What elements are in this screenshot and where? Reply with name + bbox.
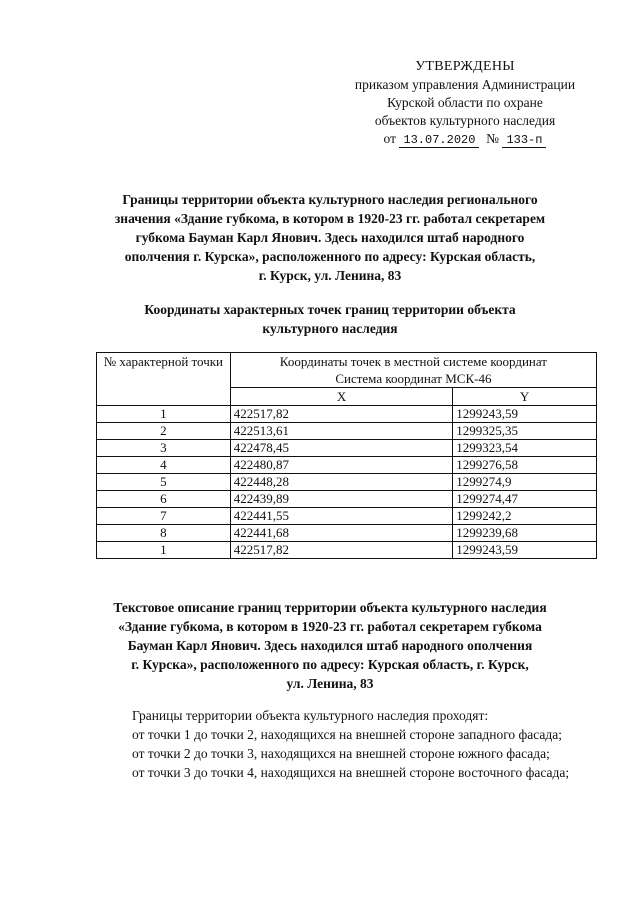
coord-x: 422441,55 xyxy=(230,508,452,525)
point-number: 3 xyxy=(97,440,231,457)
coord-x: 422439,89 xyxy=(230,491,452,508)
coord-x: 422517,82 xyxy=(230,542,452,559)
title-line: культурного наследия xyxy=(262,321,398,336)
table-row xyxy=(97,525,597,542)
title-line: Границы территории объекта культурного наследия регионального xyxy=(122,192,538,207)
number-prefix: № xyxy=(486,131,500,146)
description-body xyxy=(96,706,590,782)
approval-signature-line xyxy=(340,130,590,149)
coord-y: 1299239,68 xyxy=(453,525,597,542)
approval-line: приказом управления Администрации xyxy=(354,77,576,92)
coord-x: 422441,68 xyxy=(230,525,452,542)
point-number: 8 xyxy=(97,525,231,542)
title-line: значения «Здание губкома, в котором в 1920-23 гг. работал секретарем xyxy=(114,211,546,226)
table-row xyxy=(97,457,597,474)
point-number: 2 xyxy=(97,423,231,440)
table-row xyxy=(97,406,597,423)
point-number: 5 xyxy=(97,474,231,491)
table-row xyxy=(97,542,597,559)
point-number: 7 xyxy=(97,508,231,525)
title-line: «Здание губкома, в котором в 1920-23 гг. работал секретарем губкома xyxy=(118,619,542,634)
header-coords-line: Координаты точек в местной системе координат xyxy=(279,354,547,369)
coord-y: 1299274,9 xyxy=(453,474,597,491)
coord-y: 1299243,59 xyxy=(453,542,597,559)
boundary-segment: от точки 2 до точки 3, находящихся на внешней стороне южного фасада; xyxy=(132,746,550,761)
boundary-segment: от точки 1 до точки 2, находящихся на внешней стороне западного фасада; xyxy=(132,727,563,742)
table-row xyxy=(97,491,597,508)
title-line: ополчения г. Курска», расположенного по адресу: Курская область, xyxy=(124,249,536,264)
coord-x: 422448,28 xyxy=(230,474,452,491)
title-line: Бауман Карл Янович. Здесь находился штаб народного ополчения xyxy=(127,638,533,653)
point-number: 4 xyxy=(97,457,231,474)
approval-block xyxy=(340,58,590,149)
approval-line: Курской области по охране xyxy=(387,95,543,110)
table-row xyxy=(97,423,597,440)
text-description-title xyxy=(70,598,590,693)
table-row xyxy=(97,508,597,525)
coord-y: 1299274,47 xyxy=(453,491,597,508)
header-coords-line: Система координат МСК-46 xyxy=(335,371,492,386)
header-y: Y xyxy=(453,388,597,406)
approval-heading: УТВЕРЖДЕНЫ xyxy=(415,59,515,74)
point-number: 6 xyxy=(97,491,231,508)
order-number: 133-п xyxy=(502,133,546,148)
coord-x: 422517,82 xyxy=(230,406,452,423)
coord-x: 422480,87 xyxy=(230,457,452,474)
title-line: губкома Бауман Карл Янович. Здесь находился штаб народного xyxy=(135,230,525,245)
description-intro: Границы территории объекта культурного наследия проходят: xyxy=(132,708,489,723)
order-date: 13.07.2020 xyxy=(399,133,479,148)
coords-title xyxy=(70,300,590,338)
point-number: 1 xyxy=(97,542,231,559)
header-coordinates xyxy=(230,353,596,388)
coord-y: 1299242,2 xyxy=(453,508,597,525)
coord-y: 1299323,54 xyxy=(453,440,597,457)
coord-y: 1299243,59 xyxy=(453,406,597,423)
approval-line: объектов культурного наследия xyxy=(374,113,556,128)
title-line: Координаты характерных точек границ территории объекта xyxy=(144,302,516,317)
title-line: г. Курска», расположенного по адресу: Курская область, г. Курск, xyxy=(131,657,529,672)
table-row xyxy=(97,440,597,457)
coord-x: 422478,45 xyxy=(230,440,452,457)
coordinates-table xyxy=(96,352,597,559)
coord-y: 1299325,35 xyxy=(453,423,597,440)
title-line: ул. Ленина, 83 xyxy=(286,676,374,691)
coord-x: 422513,61 xyxy=(230,423,452,440)
main-title xyxy=(70,190,590,285)
header-x: X xyxy=(230,388,452,406)
title-line: Текстовое описание границ территории объекта культурного наследия xyxy=(113,600,547,615)
boundary-segment: от точки 3 до точки 4, находящихся на внешней стороне восточного фасада; xyxy=(132,765,570,780)
table-header-row xyxy=(97,353,597,388)
title-line: г. Курск, ул. Ленина, 83 xyxy=(258,268,402,283)
point-number: 1 xyxy=(97,406,231,423)
header-point-number: № характерной точки xyxy=(97,353,231,406)
coord-y: 1299276,58 xyxy=(453,457,597,474)
table-row xyxy=(97,474,597,491)
date-prefix: от xyxy=(383,131,397,146)
